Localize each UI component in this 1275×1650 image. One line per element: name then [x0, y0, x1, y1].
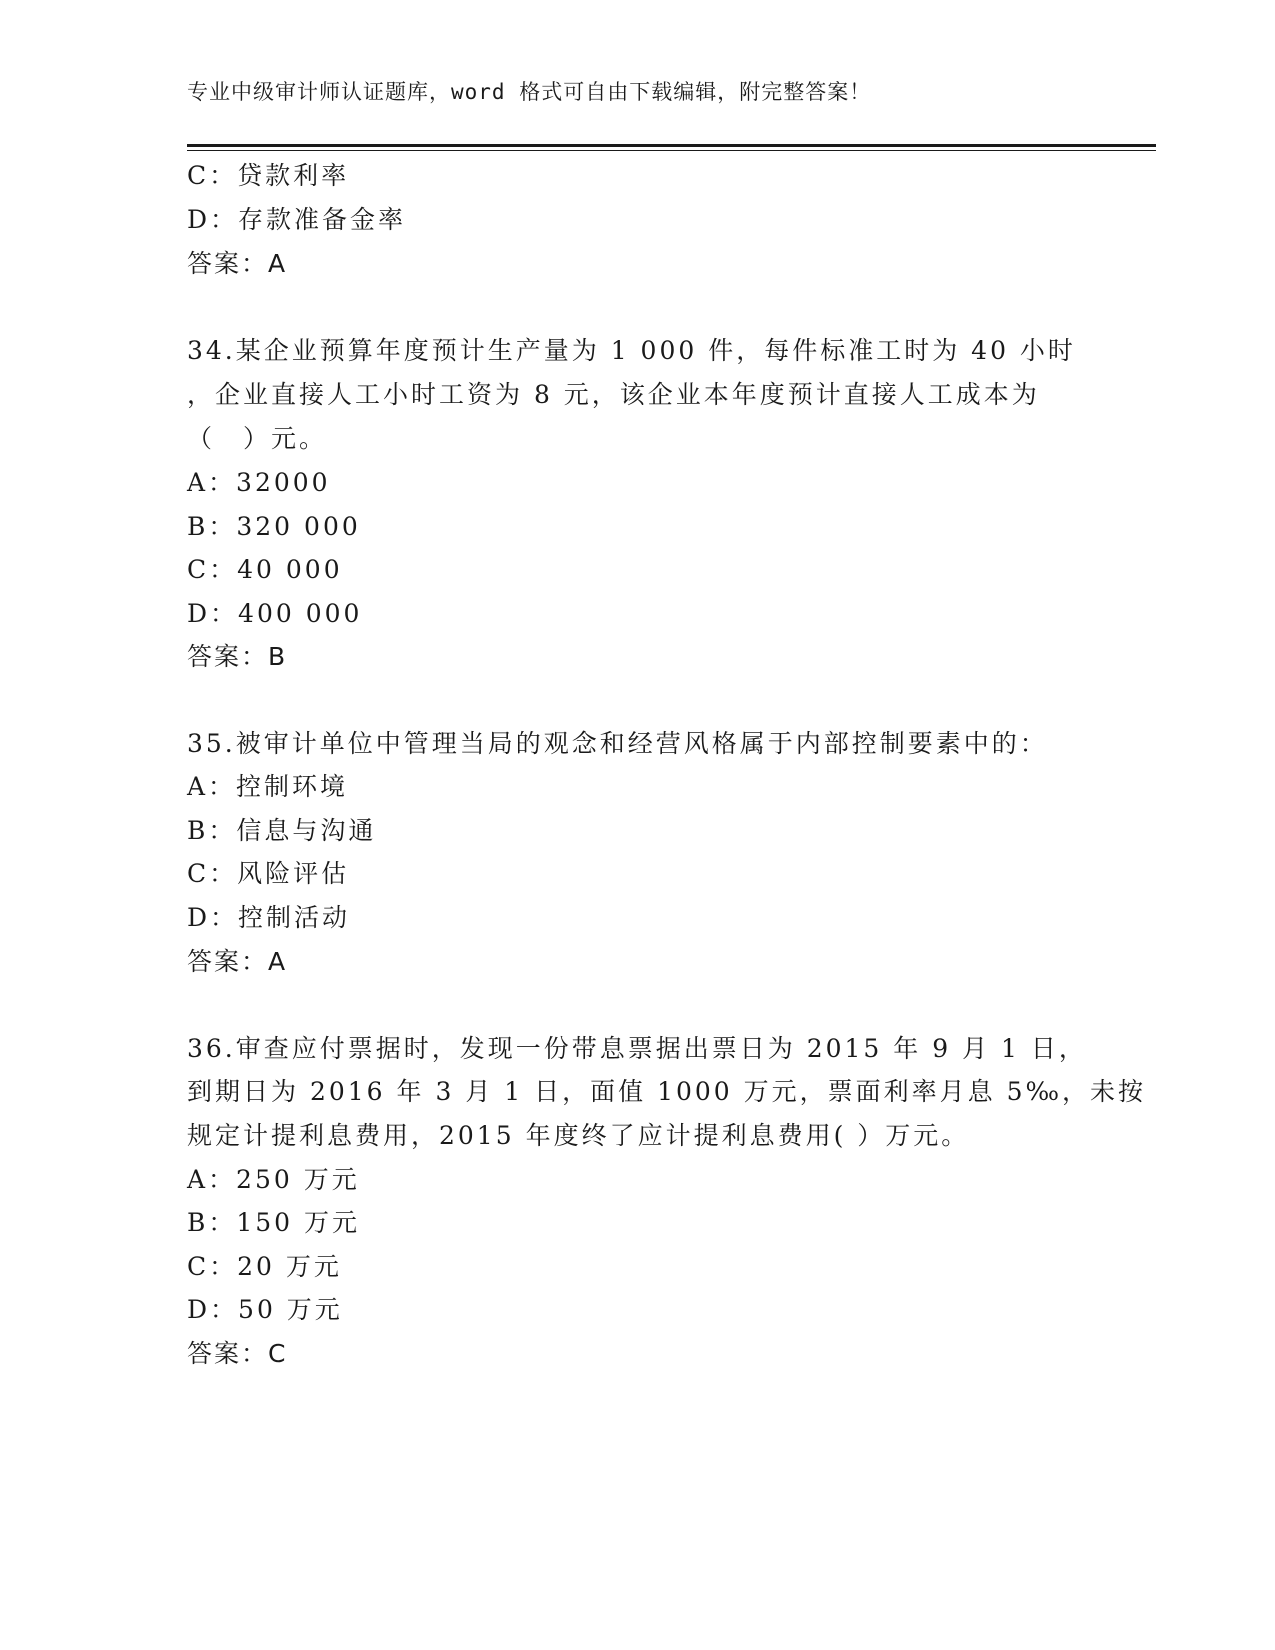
- answer-line: 答案：A: [187, 947, 288, 976]
- option-c: C：20 万元: [187, 1252, 342, 1281]
- option-c: C：贷款利率: [187, 161, 350, 190]
- question-text-line: （ ）元。: [187, 424, 328, 453]
- header-title: 专业中级审计师认证题库，word 格式可自由下载编辑，附完整答案！: [187, 80, 872, 104]
- question-text-line: 34.某企业预算年度预计生产量为 1 000 件，每件标准工时为 40 小时: [187, 336, 1076, 365]
- answer-line: 答案：C: [187, 1339, 288, 1368]
- option-a: A：250 万元: [187, 1165, 360, 1194]
- header-rule-thick: [187, 144, 1156, 147]
- option-b: B：320 000: [187, 512, 361, 541]
- option-d: D：控制活动: [187, 903, 351, 932]
- option-a: A：控制环境: [187, 772, 349, 801]
- option-d: D：400 000: [187, 599, 363, 628]
- question-text-line: 到期日为 2016 年 3 月 1 日，面值 1000 万元，票面利率月息 5‰，未按: [187, 1077, 1147, 1106]
- question-text-line: 36.审查应付票据时，发现一份带息票据出票日为 2015 年 9 月 1 日，: [187, 1034, 1087, 1063]
- option-c: C：40 000: [187, 555, 343, 584]
- answer-line: 答案：A: [187, 249, 288, 278]
- option-d: D：50 万元: [187, 1295, 343, 1324]
- header-rule-thin: [187, 150, 1156, 151]
- option-a: A：32000: [187, 468, 331, 497]
- option-b: B：信息与沟通: [187, 816, 377, 845]
- question-text-line: ，企业直接人工小时工资为 8 元，该企业本年度预计直接人工成本为: [187, 380, 1040, 409]
- question-text-line: 35.被审计单位中管理当局的观念和经营风格属于内部控制要素中的：: [187, 729, 1048, 758]
- question-text-line: 规定计提利息费用，2015 年度终了应计提利息费用( ）万元。: [187, 1121, 970, 1150]
- option-c: C：风险评估: [187, 859, 350, 888]
- answer-line: 答案：B: [187, 642, 288, 671]
- option-d: D：存款准备金率: [187, 205, 407, 234]
- option-b: B：150 万元: [187, 1208, 361, 1237]
